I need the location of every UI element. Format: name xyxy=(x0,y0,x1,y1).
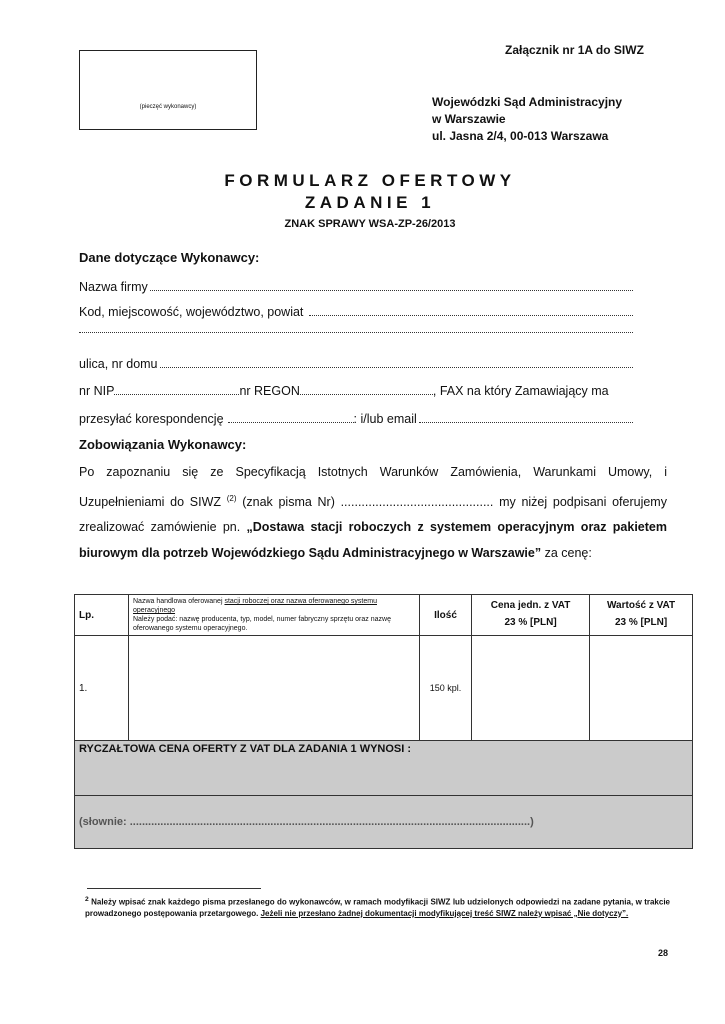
obligations-heading: Zobowiązania Wykonawcy: xyxy=(79,437,247,452)
footnote-underlined: Jeżeli nie przesłano żadnej dokumentacji modyfikującej treść SIWZ należy wpisać „Nie dotyczy”. xyxy=(260,908,629,918)
row-name-cell[interactable] xyxy=(129,636,420,741)
correspondence-field[interactable] xyxy=(79,412,633,426)
company-name-label: Nazwa firmy xyxy=(79,280,148,294)
total-label[interactable]: RYCZAŁTOWA CENA OFERTY Z VAT DLA ZADANIA 1 WYNOSI : xyxy=(75,741,693,796)
form-title: FORMULARZ OFERTOWY xyxy=(224,171,516,190)
street-field[interactable] xyxy=(79,357,633,371)
address-label: Kod, miejscowość, województwo, powiat xyxy=(79,305,304,319)
row-value-cell[interactable] xyxy=(590,636,693,741)
correspondence-label: przesyłać korespondencję xyxy=(79,412,224,426)
row-qty: 150 kpl. xyxy=(420,636,472,741)
court-city: w Warszawie xyxy=(432,112,506,126)
regon-label: nr REGON xyxy=(239,384,300,398)
email-label: : i/lub email xyxy=(353,412,417,426)
contractor-heading: Dane dotyczące Wykonawcy: xyxy=(79,250,260,265)
court-street: ul. Jasna 2/4, 00-013 Warszawa xyxy=(432,129,609,143)
address-field[interactable] xyxy=(79,305,633,319)
obligations-text-3: za cenę: xyxy=(544,545,592,560)
obligations-paragraph xyxy=(79,460,667,566)
footnote-number: 2 xyxy=(85,896,89,903)
case-number: ZNAK SPRAWY WSA-ZP-26/2013 xyxy=(284,218,456,230)
footnote-text: Należy wpisać znak każdego pisma przesłanego do wykonawców, w ramach modyfikacji SIWZ lub udzielonych odpowiedzi na zadane pytania, w trakcie prowadzonego postępowania przetargowego. xyxy=(85,897,670,918)
col-price-line2: 23 % [PLN] xyxy=(504,617,557,628)
col-name-header xyxy=(129,595,420,636)
table-header-row xyxy=(75,595,693,636)
page-number: 28 xyxy=(658,948,669,958)
total-row xyxy=(75,741,693,796)
footnote xyxy=(85,894,670,919)
col-lp-header: Lp. xyxy=(75,595,129,636)
nip-regon-fax-field[interactable] xyxy=(79,384,633,398)
obligations-text-2: (znak pisma Nr) ............................................ my niżej podpisani oferujemy zrealizować zamówienie pn. xyxy=(79,494,667,535)
col-name-b: stacji roboczej oraz nazwa oferowanego systemu operacyjnego xyxy=(133,598,377,614)
task-title: ZADANIE 1 xyxy=(304,193,436,212)
stamp-label: (pieczęć wykonawcy) xyxy=(139,104,197,110)
row-price-cell[interactable] xyxy=(472,636,590,741)
col-value-line1: Wartość z VAT xyxy=(606,600,676,611)
street-label: ulica, nr domu xyxy=(79,357,158,371)
row-lp: 1. xyxy=(75,636,129,741)
col-price-header xyxy=(472,595,590,636)
col-name-c: Należy podać: nazwę producenta, typ, model, numer fabryczny sprzętu oraz nazwę oferowanego systemu operacyjnego. xyxy=(133,616,391,632)
company-name-field[interactable] xyxy=(79,280,633,294)
order-name: „Dostawa stacji roboczych z systemem operacyjnym oraz pakietem biurowym dla potrzeb Wojewódzkiego Sądu Administracyjnego w Warszawie” xyxy=(79,520,667,560)
footnote-divider xyxy=(87,888,261,889)
words-label[interactable]: (słownie: ...................................................................................................................................) xyxy=(75,796,693,849)
col-value-header xyxy=(590,595,693,636)
court-address xyxy=(432,94,622,145)
offer-table xyxy=(74,594,693,849)
fax-label: , FAX na który Zamawiający ma xyxy=(432,384,609,398)
col-value-line2: 23 % [PLN] xyxy=(614,617,668,628)
address-continued-field[interactable] xyxy=(79,331,633,333)
words-row xyxy=(75,796,693,849)
table-row xyxy=(75,636,693,741)
stamp-box xyxy=(79,50,257,130)
nip-label: nr NIP xyxy=(79,384,115,398)
obligations-text-1: Po zapoznaniu się ze Specyfikacją Istotnych Warunków Zamówienia, Warunkami Umowy, i Uzupełnieniami do SIWZ xyxy=(79,465,667,509)
col-price-line1: Cena jedn. z VAT xyxy=(490,600,571,611)
col-qty-header: Ilość xyxy=(420,595,472,636)
annex-label: Załącznik nr 1A do SIWZ xyxy=(505,43,644,57)
col-name-a: Nazwa handlowa oferowanej xyxy=(133,598,223,605)
footnote-ref: (2) xyxy=(226,493,237,503)
court-name: Wojewódzki Sąd Administracyjny xyxy=(432,95,623,109)
